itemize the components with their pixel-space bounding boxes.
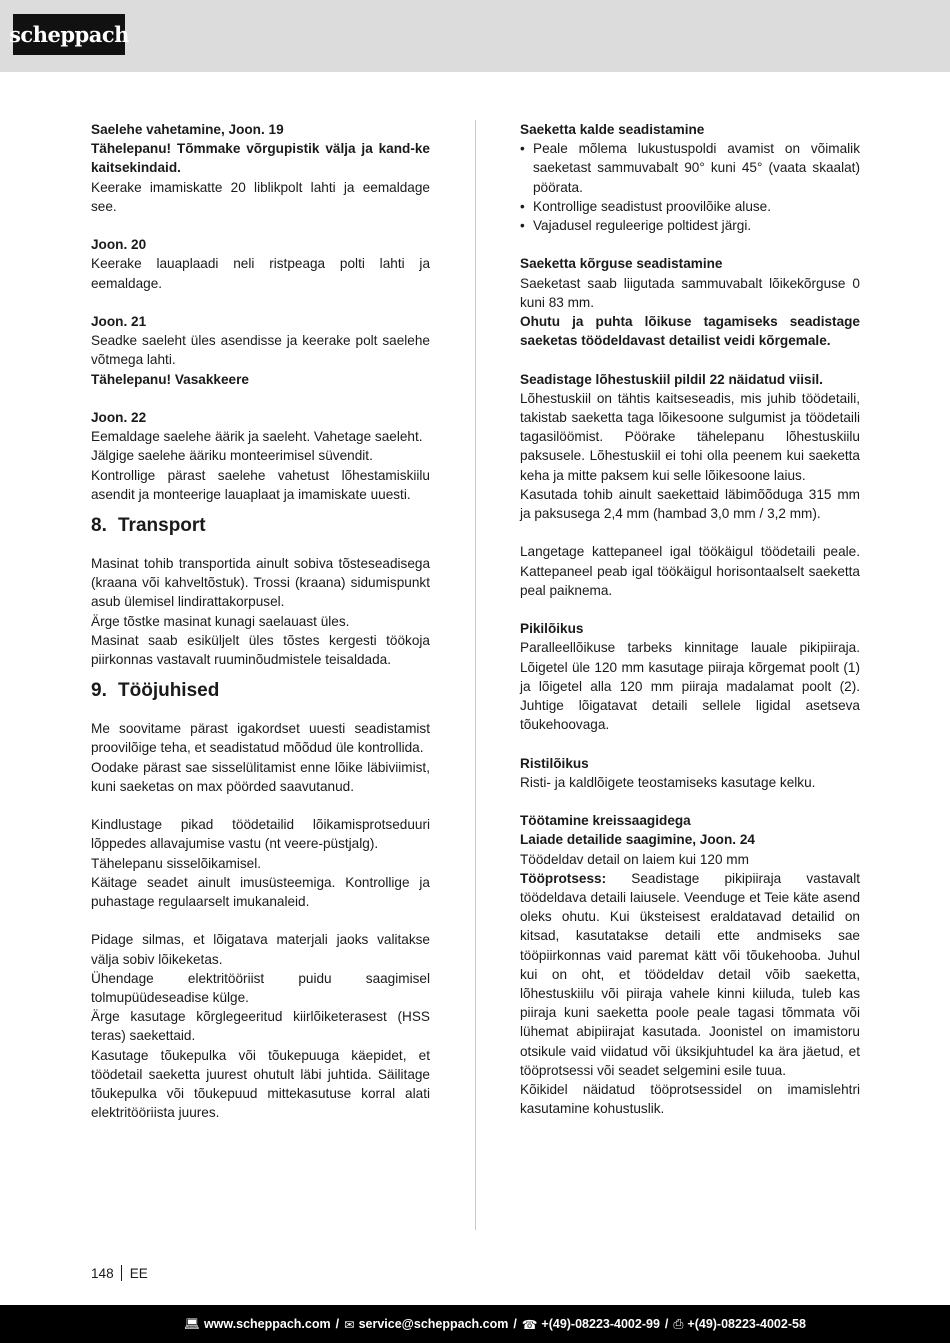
column-divider <box>475 120 476 1230</box>
paragraph: Tähelepanu sisselõikamisel. <box>91 855 262 871</box>
paragraph: Langetage kattepaneel igal töökäigul töödetaili peale. Kattepaneel peab igal töökäigul horisontaalselt saeketta peal paiknema. <box>520 544 860 598</box>
section-title: Töötamine kreissaagidega <box>520 813 691 829</box>
paragraph: Seadke saeleht üles asendisse ja keerake polt saelehe võtmega lahti. <box>91 333 430 368</box>
right-column <box>520 120 860 1118</box>
paragraph: Ärge tõstke masinat kunagi saelauast üles. <box>91 613 350 629</box>
paragraph: Kõikidel näidatud tööprotsessidel on imamislehtri kasutamine kohustuslik. <box>520 1082 860 1117</box>
paragraph: Kasutage tõukepulka või tõukepuuga käepidet, et töödetail saeketta juurest ohutult läbi juhtida. Säilitage tõukepulka või tõukepuud mittekasutuse korral alati elektritööriista juures. <box>91 1047 430 1121</box>
list-item: • Vajadusel reguleerige poltidest järgi. <box>520 216 860 235</box>
heading-number: 9. <box>91 680 107 702</box>
contact-separator: / <box>513 1317 517 1331</box>
inline-text: Seadistage pikipiiraja vastavalt töödeldava detaili laiusele. Veenduge et Teie käte asend oleks ohutu. Kui üksteisest eraldatavad detailid on kitsad, kasutatakse detaili ette andmiseks sae tööpiirkonnas vaid paremat kätt või tõukehooba. Juhul kui on oht, et töödeldav detail võib saeketta, lõhestuskiilu või piiraja vahele kinni kiiluda, tuleb kas piiraja kuni saeketta poole peale tagasi tõmmata või lühemat abipiirajat kasutada. Joonistel on imamistoru otsikule vaid viidatud või üksikjuhtudel ka ära jäetud, et tööprotsessi või seadet selgemini esile tuua. <box>520 870 860 1078</box>
paragraph: Kindlustage pikad töödetailid lõikamisprotseduuri lõppedes allavajumise vastu (nt veere-püstjalg). <box>91 817 430 852</box>
list-item: • Kontrollige seadistust proovilõike aluse. <box>520 197 860 216</box>
paragraph: Oodake pärast sae sisselülitamist enne lõike läbiviimist, kuni saeketas on max pöörded saavutanud. <box>91 759 430 794</box>
paragraph: Paralleellõikuse tarbeks kinnitage lauale pikipiiraja. Lõigetel üle 120 mm kasutage piiraja kõrgemat poolt (1) ja lõigetel alla 120 mm piiraja madalamat poolt (2). Juhtige lõigatavat detaili sellele ligidal asetseva tõukehoovaga. <box>520 640 860 733</box>
heading-text: Tööjuhised <box>118 680 220 702</box>
heading-work-instructions <box>91 679 430 703</box>
inline-label: Tööprotsess: <box>520 870 607 886</box>
paragraph <box>520 869 860 1080</box>
heading-number: 8. <box>91 515 107 537</box>
section-title: Ristilõikus <box>520 755 589 771</box>
paragraph: Kasutada tohib ainult saekettaid läbimõõduga 315 mm ja paksusega 2,4 mm (hambad 3,0 mm / 3,2 mm). <box>520 486 860 522</box>
section-title: Pikilõikus <box>520 621 584 637</box>
page-number: 148 <box>91 1265 114 1281</box>
paragraph: Keerake imamiskatte 20 liblikpolt lahti ja eemaldage see. <box>91 179 430 214</box>
contact-separator: / <box>664 1317 669 1331</box>
fax-number: +(49)-08223-4002-58 <box>687 1317 806 1331</box>
paragraph: Jälgige saelehe ääriku monteerimisel süvendit. <box>91 448 373 464</box>
paragraph: Ärge kasutage kõrglegeeritud kiirlõiketerasest (HSS teras) saekettaid. <box>91 1009 430 1044</box>
paragraph: Masinat saab esiküljelt üles tõstes kergesti töökoja piirkonnas vastavalt ruuminõudmistele teisaldada. <box>91 632 430 668</box>
phone-number: +(49)-08223-4002-99 <box>541 1317 660 1331</box>
section-title: Seadistage lõhestuskiil pildil 22 näidatud viisil. <box>520 371 823 387</box>
paragraph: Saeketast saab liigutada sammuvabalt lõikekõrguse 0 kuni 83 mm. <box>520 275 860 310</box>
page-footer <box>91 1265 148 1281</box>
header-bar <box>0 0 950 72</box>
section-title: Saelehe vahetamine, Joon. 19 <box>91 122 284 137</box>
warning-text: Ohutu ja puhta lõikuse tagamiseks seadistage saeketas töödeldavast detailist veidi kõrgemale. <box>520 314 860 349</box>
section-title: Joon. 20 <box>91 237 147 253</box>
section-title: Saeketta kõrguse seadistamine <box>520 256 723 272</box>
heading-text: Transport <box>118 515 206 537</box>
email-link[interactable]: service@scheppach.com <box>358 1317 509 1331</box>
paragraph: Masinat tohib transportida ainult sobiva tõsteseadisega (kraana või kahveltõstuk). Trossi (kraana) sidumispunkt asub ülemisel lindirattakorpusel. <box>91 556 430 610</box>
footer-separator <box>121 1265 122 1281</box>
paragraph: Kontrollige pärast saelehe vahetust lõhestamiskiilu asendit ja monteerige lauaplaat ja imamiskate uuesti. <box>91 467 430 502</box>
paragraph: Me soovitame pärast igakordset uuesti seadistamist proovilõige teha, et seadistatud mõõdud üle kontrollida. <box>91 721 430 756</box>
paragraph: Töödeldav detail on laiem kui 120 mm <box>520 851 749 867</box>
paragraph: Risti- ja kaldlõigete teostamiseks kasutage kelku. <box>520 774 816 790</box>
bullet-list <box>520 139 860 235</box>
brand-logo: scheppach <box>13 14 125 55</box>
left-column <box>91 120 430 1122</box>
heading-transport <box>91 514 430 538</box>
paragraph: Keerake lauaplaadi neli ristpeaga polti lahti ja eemaldage. <box>91 256 430 291</box>
section-title: Joon. 22 <box>91 410 147 425</box>
section-title: Joon. 21 <box>91 314 147 329</box>
website-link[interactable]: www.scheppach.com <box>203 1317 331 1331</box>
language-code: EE <box>129 1265 148 1281</box>
paragraph: Lõhestuskiil on tähtis kaitseseadis, mis juhib töödetaili, takistab saeketta taga lõikesoone sulgumist ja töödetaili tagasilöömist. Pöörake tähelepanu lõhestuskiilu paksusele. Lõhestuskiil ei tohi olla peenem kui saeketta keha ja mitte paksem kui selle lõikesoone laius. <box>520 390 860 483</box>
list-item: • Peale mõlema lukustuspoldi avamist on võimalik saeketast sammuvabalt 90° kuni 45° (vaata skaalat) pöörata. <box>520 139 860 197</box>
contact-separator: / <box>335 1317 340 1331</box>
warning-text: Tähelepanu! Tõmmake võrgupistik välja ja kand-ke kaitsekindaid. <box>91 141 430 176</box>
computer-icon: 💻︎ <box>184 1316 200 1331</box>
paragraph: Käitage seadet ainult imusüsteemiga. Kontrollige ja puhastage regulaarselt imukanaleid. <box>91 874 430 910</box>
phone-icon: ☎︎ <box>521 1317 538 1332</box>
contact-bar <box>0 1305 950 1343</box>
paragraph: Ühendage elektritööriist puidu saagimisel tolmupüüdeseadise külge. <box>91 970 430 1006</box>
paragraph: Pidage silmas, et lõigatava materjali jaoks valitakse välja sobiv lõikeketas. <box>91 932 430 967</box>
warning-text: Tähelepanu! Vasakkeere <box>91 371 249 387</box>
fax-icon: ⎙ <box>673 1316 684 1331</box>
section-subtitle: Laiade detailide saagimine, Joon. 24 <box>520 832 755 848</box>
section-title: Saeketta kalde seadistamine <box>520 122 705 137</box>
envelope-icon: ✉︎ <box>344 1317 355 1332</box>
paragraph: Eemaldage saelehe äärik ja saeleht. Vahetage saeleht. <box>91 429 423 445</box>
